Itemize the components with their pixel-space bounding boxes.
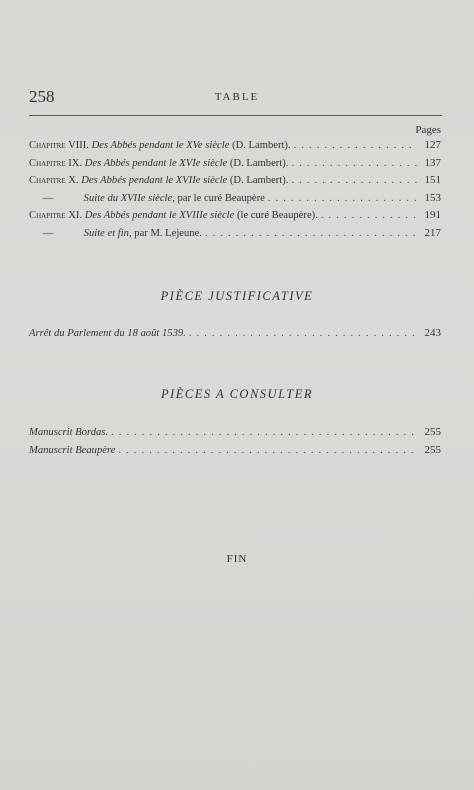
page-ref: 127 — [424, 139, 441, 151]
chapter-number: Chapitre X. — [29, 175, 79, 186]
page-ref: 153 — [424, 191, 441, 204]
pieces-a-consulter-list — [29, 426, 441, 461]
header-rule — [29, 115, 442, 116]
entry-title: Arrêt du Parlement du 18 août 1539. — [29, 328, 186, 339]
entry-title: Manuscrit Beaupère — [29, 444, 116, 456]
page-ref: 137 — [424, 156, 441, 169]
page-ref: 243 — [424, 327, 441, 339]
leader-dots — [294, 140, 417, 151]
section-heading-pieces-a-consulter: PIÈCES A CONSULTER — [161, 387, 313, 401]
continuation-dash: — — [42, 192, 54, 204]
chapter-title: Suite et fin, — [83, 227, 132, 239]
leader-dots — [118, 445, 417, 456]
chapter-author: (D. Lambert). — [229, 175, 289, 186]
leader-dots — [111, 427, 417, 438]
page-ref: 217 — [424, 226, 441, 239]
running-title: TABLE — [214, 91, 260, 103]
pages-column-label: Pages — [415, 124, 441, 136]
page-ref: 151 — [424, 174, 441, 186]
chapter-author: (le curé Beaupère). — [236, 210, 318, 221]
end-marker: FIN — [226, 553, 248, 565]
toc-entry — [29, 444, 441, 462]
chapter-number: Chapitre XI. — [29, 210, 83, 221]
chapter-title: Des Abbés pendant le XVIIIe siècle — [84, 210, 235, 221]
chapter-author: (D. Lambert). — [232, 140, 291, 151]
leader-dots — [291, 158, 417, 169]
section-heading-piece-justificative: PIÈCE JUSTIFICATIVE — [160, 289, 314, 303]
page-ref: 255 — [424, 426, 441, 438]
chapter-author: par le curé Beaupère — [177, 192, 265, 204]
leader-dots — [321, 210, 417, 221]
toc-entry — [29, 192, 441, 210]
chapter-title: Des Abbés pendant le XVIIe siècle — [81, 175, 228, 186]
toc-entry — [29, 209, 441, 227]
toc-entry — [29, 174, 441, 192]
toc-entry — [29, 157, 441, 175]
toc-entry — [29, 139, 441, 157]
chapter-author: par M. Lejeune. — [134, 227, 202, 239]
page-ref: 191 — [424, 209, 441, 221]
toc-entry — [29, 227, 441, 245]
chapter-title: Des Abbés pendant le XVIe siècle — [84, 157, 228, 169]
chapter-title: Des Abbés pendant le XVe siècle — [91, 140, 230, 151]
piece-justificative-list — [29, 327, 441, 345]
chapter-title: Suite du XVIIe siècle, — [83, 192, 175, 204]
leader-dots — [189, 328, 417, 339]
entry-title: Manuscrit Bordas. — [29, 427, 109, 438]
continuation-dash: — — [42, 227, 54, 239]
toc-entry — [29, 327, 441, 345]
chapter-number: Chapitre VIII. — [29, 140, 89, 151]
leader-dots — [205, 228, 417, 239]
chapter-author: (D. Lambert). — [229, 157, 289, 169]
leader-dots — [268, 193, 417, 204]
leader-dots — [291, 175, 417, 186]
chapter-list — [29, 139, 441, 244]
page-number: 258 — [29, 87, 55, 106]
page-ref: 255 — [424, 443, 441, 456]
toc-entry — [29, 426, 441, 444]
chapter-number: Chapitre IX. — [29, 157, 83, 169]
